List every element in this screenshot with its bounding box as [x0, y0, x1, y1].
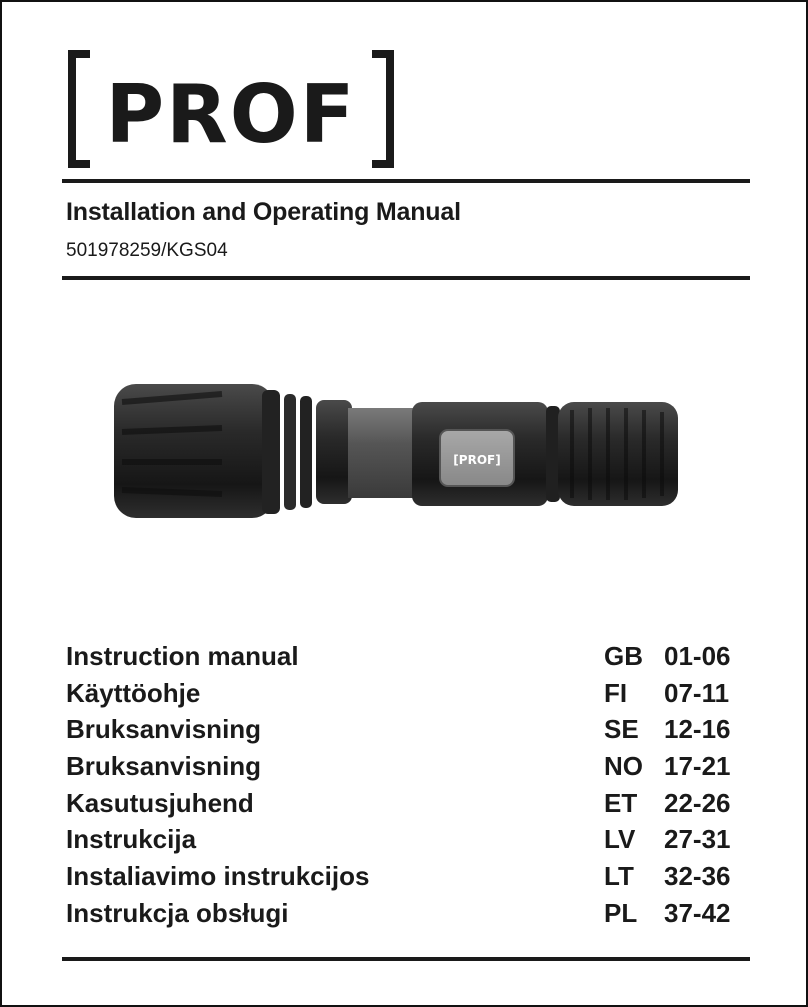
- toc-page-range: 27-31: [664, 824, 731, 855]
- logo-left-bracket: [72, 54, 90, 164]
- toc-row: [66, 821, 756, 858]
- toc-language-code: LT: [604, 861, 634, 892]
- toc-title: Instrukcija: [66, 824, 197, 855]
- toc-title: Instruction manual: [66, 641, 299, 671]
- toc-page-range: 37-42: [664, 897, 731, 928]
- toc-row: [66, 748, 756, 785]
- toc-language-code: NO: [604, 751, 643, 782]
- logo-text: PROF: [105, 68, 357, 161]
- flashlight-head: [114, 384, 274, 518]
- toc-page-range: 17-21: [664, 751, 731, 782]
- toc-row: [66, 675, 756, 712]
- toc-title: Instrukcja obsługi: [66, 897, 289, 928]
- top-divider: [62, 179, 750, 183]
- toc-page-range: 32-36: [664, 861, 731, 892]
- toc-page-range: 07-11: [664, 677, 730, 708]
- badge-text: [PROF]: [453, 453, 501, 467]
- toc-language-code: ET: [604, 787, 638, 818]
- toc-language-code: SE: [604, 714, 639, 745]
- header-divider: [62, 276, 750, 280]
- toc-page-range: 01-06: [664, 641, 731, 671]
- product-code: 501978259/KGS04: [66, 240, 228, 261]
- toc-row: [66, 785, 756, 822]
- language-index: [66, 638, 756, 932]
- toc-page-range: 12-16: [664, 714, 731, 745]
- toc-page-range: 22-26: [664, 787, 731, 818]
- bottom-divider: [62, 957, 750, 961]
- prof-logo: [68, 50, 394, 168]
- flashlight-image: [102, 362, 702, 532]
- toc-row: [66, 711, 756, 748]
- logo-right-bracket: [372, 54, 390, 164]
- toc-row: [66, 858, 756, 895]
- toc-title: Kasutusjuhend: [66, 787, 254, 818]
- toc-title: Bruksanvisning: [66, 714, 262, 745]
- flashlight-tube: [348, 408, 418, 498]
- toc-language-code: FI: [604, 677, 628, 708]
- toc-language-code: PL: [604, 897, 638, 928]
- toc-row: [66, 638, 756, 675]
- toc-language-code: GB: [604, 641, 643, 671]
- toc-row: [66, 895, 756, 932]
- toc-title: Instaliavimo instrukcijos: [66, 861, 370, 892]
- toc-language-code: LV: [604, 824, 636, 855]
- toc-title: Bruksanvisning: [66, 751, 262, 782]
- document-title: Installation and Operating Manual: [66, 198, 461, 226]
- toc-title: Käyttöohje: [66, 677, 201, 708]
